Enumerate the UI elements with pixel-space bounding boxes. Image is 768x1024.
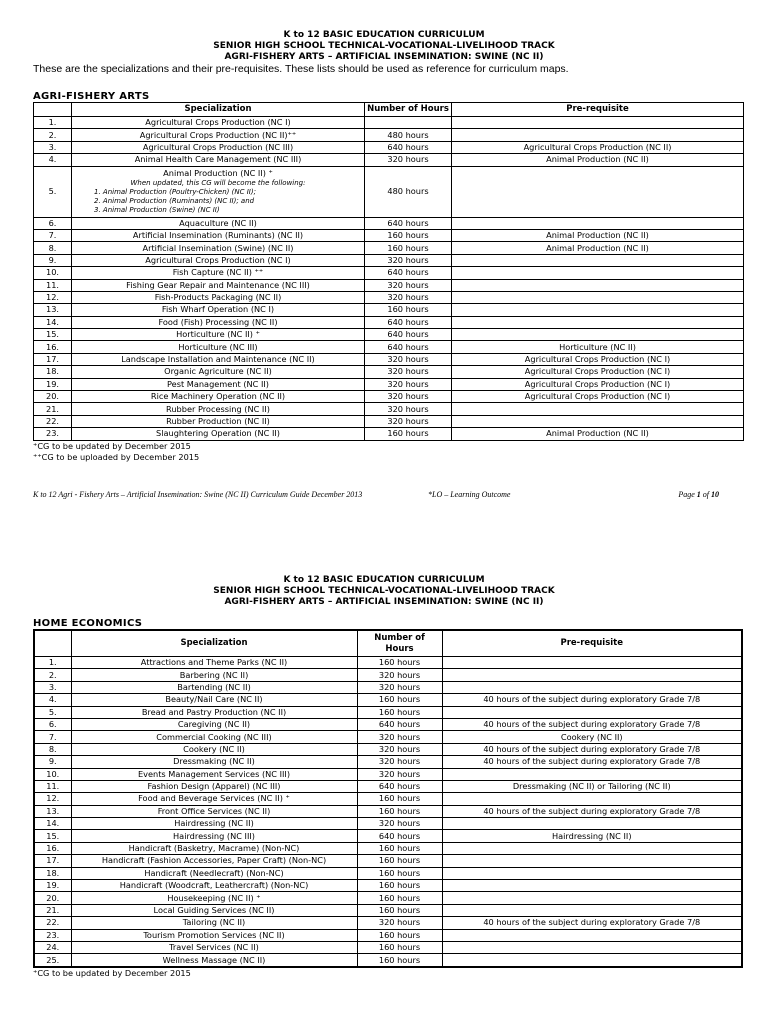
row-hours: 320 hours	[357, 681, 442, 693]
table-row	[34, 818, 742, 830]
row-hours: 320 hours	[365, 378, 452, 390]
table-row	[34, 669, 742, 681]
row-specialization: Rubber Processing (NC II)	[72, 403, 365, 415]
table-row	[34, 855, 742, 867]
row-hours: 160 hours	[357, 793, 442, 805]
row-specialization: Artificial Insemination (Swine) (NC II)	[72, 242, 365, 254]
row-specialization: Artificial Insemination (Ruminants) (NC II)	[72, 229, 365, 241]
table-row	[34, 756, 742, 768]
row-prerequisite: 40 hours of the subject during exploratory Grade 7/8	[442, 917, 742, 929]
row-number: 20.	[34, 892, 71, 904]
row-hours: 160 hours	[365, 242, 452, 254]
header-line-1: K to 12 BASIC EDUCATION CURRICULUM	[283, 30, 485, 40]
row-specialization: Events Management Services (NC III)	[71, 768, 357, 780]
row-prerequisite	[442, 657, 742, 669]
row-specialization	[72, 166, 365, 217]
row-prerequisite	[442, 793, 742, 805]
row-hours: 320 hours	[357, 731, 442, 743]
col-header-pre: Pre-requisite	[452, 103, 744, 117]
row-number: 16.	[34, 842, 71, 854]
row-specialization: Handicraft (Needlecraft) (Non-NC)	[71, 867, 357, 879]
doc-header-2	[0, 575, 768, 608]
row-hours: 320 hours	[365, 391, 452, 403]
table-row	[34, 329, 744, 341]
table-row	[34, 657, 742, 669]
row-hours: 160 hours	[357, 954, 442, 967]
page-number: Page 1 of 10	[678, 490, 719, 499]
header-line-2: SENIOR HIGH SCHOOL TECHNICAL-VOCATIONAL-LIVELIHOOD TRACK	[213, 586, 555, 596]
row-hours: 320 hours	[357, 743, 442, 755]
table-row	[34, 316, 744, 328]
row-prerequisite	[442, 880, 742, 892]
row-prerequisite	[442, 855, 742, 867]
table-row	[34, 428, 744, 440]
header-line-3: AGRI-FISHERY ARTS – ARTIFICIAL INSEMINATION: SWINE (NC II)	[224, 52, 544, 62]
row-specialization: Handicraft (Basketry, Macrame) (Non-NC)	[71, 842, 357, 854]
row-hours: 160 hours	[357, 694, 442, 706]
row-specialization: Slaughtering Operation (NC II)	[72, 428, 365, 440]
row-number: 17.	[34, 353, 72, 365]
table-row	[34, 768, 742, 780]
header-line-1: K to 12 BASIC EDUCATION CURRICULUM	[283, 575, 485, 585]
row-prerequisite: Animal Production (NC II)	[452, 242, 744, 254]
row-specialization: Organic Agriculture (NC II)	[72, 366, 365, 378]
row-number: 21.	[34, 904, 71, 916]
table-row	[34, 793, 742, 805]
table-row	[34, 929, 742, 941]
table-row	[34, 254, 744, 266]
row-hours: 640 hours	[357, 718, 442, 730]
row-prerequisite: 40 hours of the subject during exploratory Grade 7/8	[442, 718, 742, 730]
row-specialization: Caregiving (NC II)	[71, 718, 357, 730]
row-specialization: Attractions and Theme Parks (NC II)	[71, 657, 357, 669]
row-hours: 640 hours	[365, 267, 452, 279]
row-hours: 480 hours	[365, 166, 452, 217]
row-5-note-item: 1. Animal Production (Poultry-Chicken) (NC II);	[94, 188, 256, 197]
row-hours: 320 hours	[365, 254, 452, 266]
agri-footnote-2: ⁺⁺CG to be uploaded by December 2015	[33, 451, 200, 462]
table-row	[34, 743, 742, 755]
table-row	[34, 941, 742, 953]
row-hours: 320 hours	[357, 756, 442, 768]
row-number: 25.	[34, 954, 71, 967]
row-specialization: Pest Management (NC II)	[72, 378, 365, 390]
row-hours: 320 hours	[357, 818, 442, 830]
row-specialization: Commercial Cooking (NC III)	[71, 731, 357, 743]
table-row	[34, 154, 744, 166]
row-number: 9.	[34, 254, 72, 266]
row-prerequisite	[442, 867, 742, 879]
footer-lo-note: *LO – Learning Outcome	[428, 490, 511, 499]
row-specialization: Horticulture (NC III)	[72, 341, 365, 353]
row-number: 3.	[34, 141, 72, 153]
row-prerequisite	[452, 279, 744, 291]
row-specialization: Animal Health Care Management (NC III)	[72, 154, 365, 166]
row-prerequisite: Agricultural Crops Production (NC I)	[452, 353, 744, 365]
row-number: 13.	[34, 304, 72, 316]
row-prerequisite	[452, 316, 744, 328]
row-5-spec: Animal Production (NC II) ⁺	[163, 168, 273, 179]
row-prerequisite	[452, 304, 744, 316]
row-number: 6.	[34, 217, 72, 229]
row-prerequisite	[442, 954, 742, 967]
row-hours: 640 hours	[365, 316, 452, 328]
row-specialization: Fish Wharf Operation (NC I)	[72, 304, 365, 316]
row-prerequisite: 40 hours of the subject during exploratory Grade 7/8	[442, 743, 742, 755]
row-number: 14.	[34, 818, 71, 830]
table-row	[34, 267, 744, 279]
row-number: 6.	[34, 718, 71, 730]
col-header-number	[34, 630, 71, 657]
row-hours: 160 hours	[365, 304, 452, 316]
row-number: 21.	[34, 403, 72, 415]
row-prerequisite: Animal Production (NC II)	[452, 428, 744, 440]
row-specialization: Barbering (NC II)	[71, 669, 357, 681]
row-specialization: Tailoring (NC II)	[71, 917, 357, 929]
row-number: 22.	[34, 415, 72, 427]
row-prerequisite	[452, 415, 744, 427]
intro-text: These are the specializations and their pre-requisites. These lists should be used as reference for curriculum maps.	[33, 63, 569, 75]
row-prerequisite: Agricultural Crops Production (NC II)	[452, 141, 744, 153]
row-specialization: Cookery (NC II)	[71, 743, 357, 755]
row-prerequisite: Agricultural Crops Production (NC I)	[452, 366, 744, 378]
row-specialization: Fashion Design (Apparel) (NC III)	[71, 780, 357, 792]
row-specialization: Beauty/Nail Care (NC II)	[71, 694, 357, 706]
row-hours: 320 hours	[365, 154, 452, 166]
row-hours: 320 hours	[365, 279, 452, 291]
agri-footnote-1: ⁺CG to be updated by December 2015	[33, 440, 191, 451]
page-2	[0, 512, 768, 1024]
row-number: 24.	[34, 941, 71, 953]
table-row	[34, 718, 742, 730]
row-prerequisite	[442, 904, 742, 916]
row-number: 10.	[34, 768, 71, 780]
row-number: 17.	[34, 855, 71, 867]
row-specialization: Rice Machinery Operation (NC II)	[72, 391, 365, 403]
header-line-2: SENIOR HIGH SCHOOL TECHNICAL-VOCATIONAL-LIVELIHOOD TRACK	[213, 41, 555, 51]
table-row	[34, 892, 742, 904]
row-prerequisite	[442, 681, 742, 693]
col-header-number	[34, 103, 72, 117]
table-row	[34, 867, 742, 879]
table-row	[34, 830, 742, 842]
row-specialization: Handicraft (Woodcraft, Leathercraft) (Non-NC)	[71, 880, 357, 892]
row-prerequisite	[452, 166, 744, 217]
table-row	[34, 353, 744, 365]
agri-table	[33, 102, 744, 441]
table-row	[34, 291, 744, 303]
row-prerequisite: Agricultural Crops Production (NC I)	[452, 391, 744, 403]
row-hours: 160 hours	[365, 428, 452, 440]
row-number: 8.	[34, 242, 72, 254]
row-hours: 320 hours	[365, 366, 452, 378]
row-hours: 320 hours	[365, 415, 452, 427]
row-specialization: Fish Capture (NC II) ⁺⁺	[72, 267, 365, 279]
table-row	[34, 415, 744, 427]
row-number: 9.	[34, 756, 71, 768]
page-footer	[33, 490, 719, 499]
row-number: 3.	[34, 681, 71, 693]
row-prerequisite	[452, 291, 744, 303]
row-specialization: Aquaculture (NC II)	[72, 217, 365, 229]
table-row	[34, 341, 744, 353]
col-header-pre: Pre-requisite	[442, 630, 742, 657]
table-row	[34, 279, 744, 291]
row-prerequisite: Horticulture (NC II)	[452, 341, 744, 353]
row-prerequisite: Animal Production (NC II)	[452, 229, 744, 241]
row-number: 15.	[34, 830, 71, 842]
row-hours: 160 hours	[357, 929, 442, 941]
row-hours: 160 hours	[357, 805, 442, 817]
table-row	[34, 129, 744, 141]
row-hours: 160 hours	[357, 892, 442, 904]
row-prerequisite: 40 hours of the subject during exploratory Grade 7/8	[442, 756, 742, 768]
row-prerequisite: Cookery (NC II)	[442, 731, 742, 743]
row-specialization: Fish-Products Packaging (NC II)	[72, 291, 365, 303]
row-prerequisite	[452, 117, 744, 129]
row-number: 1.	[34, 117, 72, 129]
row-hours: 320 hours	[357, 669, 442, 681]
row-hours: 160 hours	[365, 229, 452, 241]
row-prerequisite	[442, 842, 742, 854]
section-title-home: HOME ECONOMICS	[33, 618, 143, 629]
row-prerequisite	[452, 217, 744, 229]
table-row	[34, 681, 742, 693]
row-specialization: Handicraft (Fashion Accessories, Paper Craft) (Non-NC)	[71, 855, 357, 867]
col-header-hours: Number of Hours	[365, 103, 452, 117]
row-5-note-item: 3. Animal Production (Swine) (NC II)	[94, 206, 220, 215]
row-hours: 160 hours	[357, 867, 442, 879]
table-row	[34, 242, 744, 254]
row-prerequisite: Agricultural Crops Production (NC I)	[452, 378, 744, 390]
row-number: 16.	[34, 341, 72, 353]
table-row	[34, 805, 742, 817]
row-prerequisite	[452, 254, 744, 266]
table-row	[34, 229, 744, 241]
row-specialization: Dressmaking (NC II)	[71, 756, 357, 768]
table-row	[34, 904, 742, 916]
row-prerequisite	[452, 267, 744, 279]
row-prerequisite	[442, 669, 742, 681]
table-row	[34, 217, 744, 229]
row-specialization: Bread and Pastry Production (NC II)	[71, 706, 357, 718]
section-title-agri: AGRI-FISHERY ARTS	[33, 91, 150, 102]
row-number: 8.	[34, 743, 71, 755]
table-row	[34, 366, 744, 378]
row-prerequisite	[452, 329, 744, 341]
row-number: 19.	[34, 378, 72, 390]
row-hours: 480 hours	[365, 129, 452, 141]
home-table	[33, 629, 743, 968]
row-number: 2.	[34, 669, 71, 681]
table-row	[34, 694, 742, 706]
row-number: 20.	[34, 391, 72, 403]
row-number: 7.	[34, 229, 72, 241]
table-row	[34, 917, 742, 929]
row-hours: 320 hours	[365, 353, 452, 365]
row-specialization: Landscape Installation and Maintenance (NC II)	[72, 353, 365, 365]
row-prerequisite: 40 hours of the subject during exploratory Grade 7/8	[442, 694, 742, 706]
table-row	[34, 954, 742, 967]
row-specialization: Local Guiding Services (NC II)	[71, 904, 357, 916]
row-hours: 160 hours	[357, 904, 442, 916]
row-specialization: Agricultural Crops Production (NC II)⁺⁺	[72, 129, 365, 141]
row-hours: 160 hours	[357, 706, 442, 718]
row-hours: 320 hours	[365, 291, 452, 303]
row-hours: 640 hours	[365, 329, 452, 341]
row-prerequisite	[442, 768, 742, 780]
row-prerequisite: Hairdressing (NC II)	[442, 830, 742, 842]
table-row	[34, 706, 742, 718]
row-specialization: Food (Fish) Processing (NC II)	[72, 316, 365, 328]
row-hours: 640 hours	[365, 341, 452, 353]
row-specialization: Horticulture (NC II) ⁺	[72, 329, 365, 341]
row-number: 5.	[34, 166, 72, 217]
row-number: 5.	[34, 706, 71, 718]
row-prerequisite: Animal Production (NC II)	[452, 154, 744, 166]
row-number: 4.	[34, 694, 71, 706]
row-hours: 320 hours	[357, 768, 442, 780]
row-hours: 160 hours	[357, 880, 442, 892]
row-number: 10.	[34, 267, 72, 279]
row-specialization: Food and Beverage Services (NC II) ⁺	[71, 793, 357, 805]
row-number: 15.	[34, 329, 72, 341]
table-row	[34, 378, 744, 390]
row-specialization: Bartending (NC II)	[71, 681, 357, 693]
row-number: 13.	[34, 805, 71, 817]
table-row	[34, 166, 744, 217]
row-hours: 640 hours	[357, 780, 442, 792]
row-hours: 640 hours	[365, 141, 452, 153]
table-row	[34, 780, 742, 792]
row-specialization: Hairdressing (NC III)	[71, 830, 357, 842]
row-number: 12.	[34, 793, 71, 805]
row-5-note-intro: When updated, this CG will become the following:	[130, 179, 306, 188]
row-specialization: Housekeeping (NC II) ⁺	[71, 892, 357, 904]
col-header-spec: Specialization	[71, 630, 357, 657]
row-prerequisite	[452, 129, 744, 141]
row-number: 23.	[34, 428, 72, 440]
row-number: 12.	[34, 291, 72, 303]
row-prerequisite	[442, 892, 742, 904]
doc-header	[0, 30, 768, 63]
table-row	[34, 842, 742, 854]
home-footnote-1: ⁺CG to be updated by December 2015	[33, 967, 191, 978]
table-row	[34, 304, 744, 316]
row-hours: 640 hours	[365, 217, 452, 229]
row-specialization: Hairdressing (NC II)	[71, 818, 357, 830]
row-hours: 160 hours	[357, 657, 442, 669]
row-prerequisite	[452, 403, 744, 415]
row-number: 11.	[34, 780, 71, 792]
table-row	[34, 391, 744, 403]
table-row	[34, 880, 742, 892]
footer-title: K to 12 Agri - Fishery Arts – Artificial Insemination: Swine (NC II) Curriculum Guide December 2013	[33, 490, 363, 499]
table-row	[34, 731, 742, 743]
row-specialization: Rubber Production (NC II)	[72, 415, 365, 427]
table-row	[34, 403, 744, 415]
row-hours: 320 hours	[357, 917, 442, 929]
row-prerequisite	[442, 929, 742, 941]
row-hours: 160 hours	[357, 941, 442, 953]
row-prerequisite	[442, 706, 742, 718]
row-prerequisite	[442, 818, 742, 830]
row-number: 18.	[34, 366, 72, 378]
row-number: 14.	[34, 316, 72, 328]
row-specialization: Agricultural Crops Production (NC I)	[72, 254, 365, 266]
row-number: 2.	[34, 129, 72, 141]
table-row	[34, 141, 744, 153]
row-5-note-item: 2. Animal Production (Ruminants) (NC II); and	[94, 197, 255, 206]
row-hours: 160 hours	[357, 855, 442, 867]
row-prerequisite: 40 hours of the subject during exploratory Grade 7/8	[442, 805, 742, 817]
row-number: 1.	[34, 657, 71, 669]
header-line-3: AGRI-FISHERY ARTS – ARTIFICIAL INSEMINATION: SWINE (NC II)	[224, 597, 544, 607]
row-hours: 640 hours	[357, 830, 442, 842]
row-specialization: Agricultural Crops Production (NC III)	[72, 141, 365, 153]
row-number: 23.	[34, 929, 71, 941]
row-prerequisite: Dressmaking (NC II) or Tailoring (NC II)	[442, 780, 742, 792]
row-number: 4.	[34, 154, 72, 166]
row-number: 7.	[34, 731, 71, 743]
row-hours: 320 hours	[365, 403, 452, 415]
row-hours: 160 hours	[357, 842, 442, 854]
row-number: 18.	[34, 867, 71, 879]
row-number: 19.	[34, 880, 71, 892]
row-specialization: Tourism Promotion Services (NC II)	[71, 929, 357, 941]
row-specialization: Travel Services (NC II)	[71, 941, 357, 953]
row-hours	[365, 117, 452, 129]
col-header-hours: Number of Hours	[357, 630, 442, 657]
row-specialization: Front Office Services (NC II)	[71, 805, 357, 817]
table-row	[34, 117, 744, 129]
row-number: 22.	[34, 917, 71, 929]
row-number: 11.	[34, 279, 72, 291]
row-specialization: Wellness Massage (NC II)	[71, 954, 357, 967]
row-specialization: Fishing Gear Repair and Maintenance (NC III)	[72, 279, 365, 291]
col-header-spec: Specialization	[72, 103, 365, 117]
row-prerequisite	[442, 941, 742, 953]
row-specialization: Agricultural Crops Production (NC I)	[72, 117, 365, 129]
